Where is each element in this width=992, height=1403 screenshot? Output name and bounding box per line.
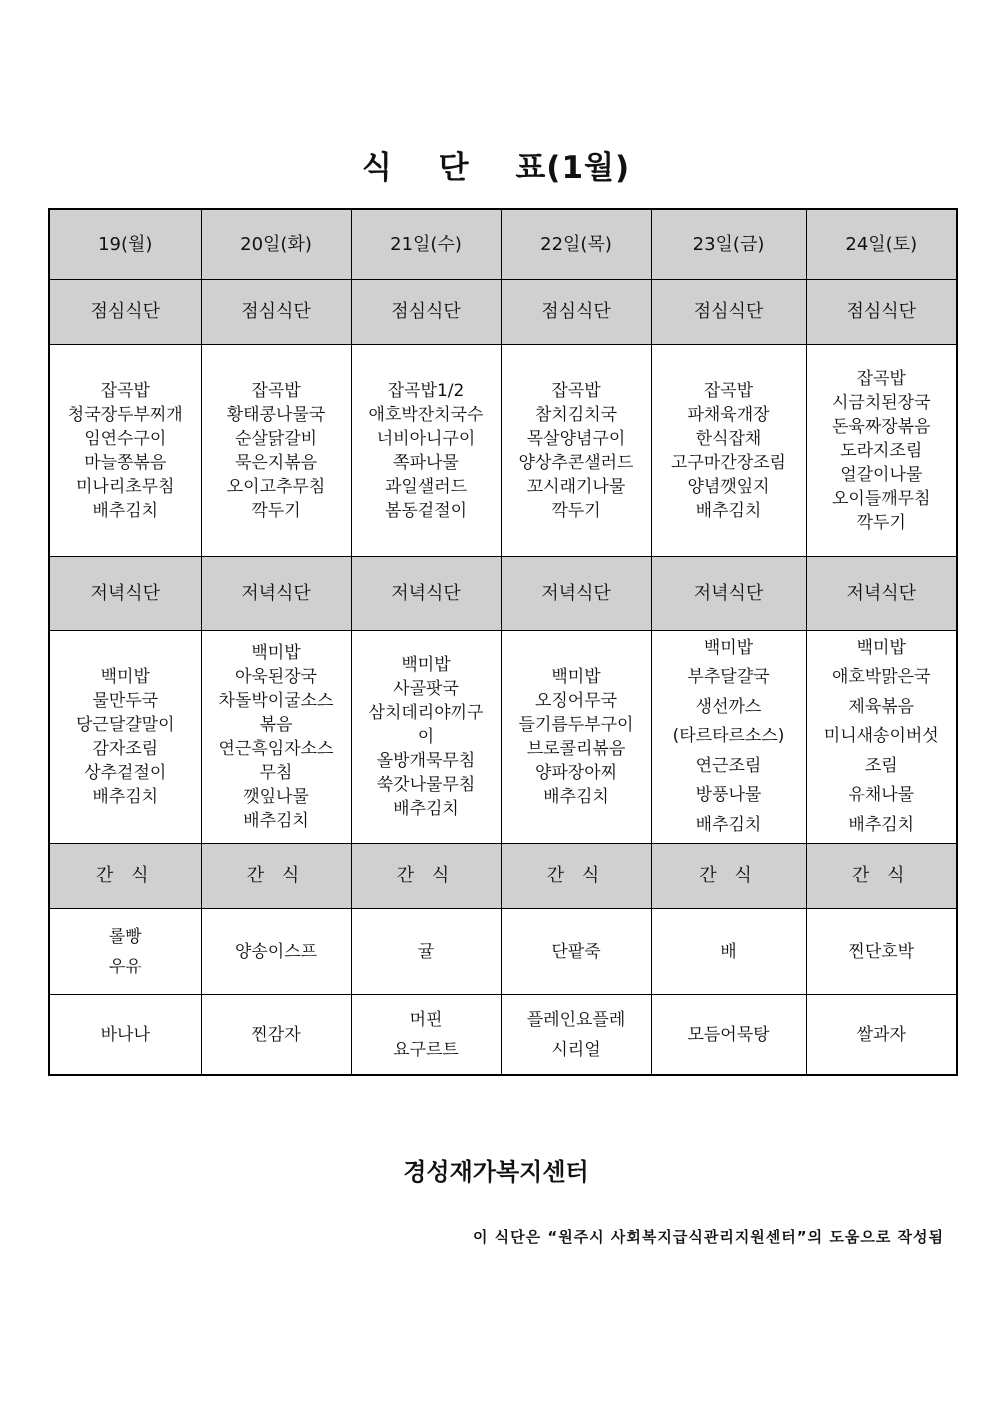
- menu-item: 배추김치: [92, 787, 159, 807]
- menu-item: 참치김치국: [534, 404, 618, 425]
- dinner-menu-cell: [351, 631, 501, 844]
- snack-label: 간 식: [351, 844, 501, 909]
- menu-item: 너비아니구이: [376, 428, 476, 449]
- menu-item: 귤: [417, 941, 435, 962]
- lunch-menu-cell: [201, 345, 351, 557]
- menu-item: 방풍나물: [695, 785, 762, 806]
- snack-cell: [806, 909, 957, 995]
- snack-cell: [201, 909, 351, 995]
- menu-item: 쌀과자: [856, 1024, 906, 1045]
- menu-item: 감자조림: [92, 739, 159, 759]
- lunch-label: 점심식단: [201, 280, 351, 345]
- dinner-label: 저녁식단: [49, 557, 201, 631]
- menu-item: 연근조림: [695, 755, 762, 776]
- menu-item: 시금치된장국: [831, 392, 931, 413]
- menu-item: 목살양념구이: [526, 428, 626, 449]
- menu-item: 이: [417, 727, 435, 747]
- snack-cell: [806, 995, 957, 1076]
- menu-item: 과일샐러드: [384, 476, 468, 497]
- day-header: 24일(토): [806, 209, 957, 280]
- dinner-menu-cell: [49, 631, 201, 844]
- menu-item: 볶음: [259, 715, 293, 735]
- menu-item: 사골팟국: [393, 679, 459, 699]
- snack-label: 간 식: [651, 844, 806, 909]
- menu-item: 롤빵: [108, 926, 142, 947]
- snack-label: 간 식: [201, 844, 351, 909]
- menu-item: 양념깻잎지: [687, 476, 770, 497]
- menu-item: 잡곡밥: [856, 368, 906, 389]
- menu-item: 배추김치: [393, 799, 459, 819]
- day-header: 22일(목): [501, 209, 651, 280]
- dinner-label: 저녁식단: [351, 557, 501, 631]
- lunch-label: 점심식단: [806, 280, 957, 345]
- menu-item: 배추김치: [243, 811, 309, 831]
- weekly-menu-table: [48, 208, 958, 1076]
- menu-item: 애호박잔치국수: [368, 404, 484, 425]
- dinner-label: 저녁식단: [201, 557, 351, 631]
- menu-item: 아욱된장국: [234, 667, 318, 687]
- snack-row-2: [49, 995, 957, 1076]
- menu-item: 올방개묵무침: [376, 751, 476, 771]
- menu-item: 꼬시래기나물: [526, 476, 626, 497]
- menu-item: 애호박맑은국: [831, 667, 931, 688]
- menu-item: 묵은지볶음: [234, 452, 318, 473]
- day-header: 23일(금): [651, 209, 806, 280]
- menu-item: 부추달걀국: [687, 667, 770, 688]
- menu-item: 잡곡밥: [100, 380, 150, 401]
- lunch-menu-cell: [49, 345, 201, 557]
- snack-cell: [351, 995, 501, 1076]
- organization-name: 경성재가복지센터: [403, 1158, 589, 1186]
- menu-item: 당근달걀말이: [75, 715, 175, 735]
- menu-item: 돈육짜장볶음: [831, 416, 931, 437]
- menu-item: 백미밥: [100, 667, 150, 687]
- snack-label-row: [49, 844, 957, 909]
- menu-item: 얼갈이나물: [840, 464, 923, 485]
- dinner-label: 저녁식단: [501, 557, 651, 631]
- menu-item: 깍두기: [856, 512, 906, 533]
- lunch-label: 점심식단: [49, 280, 201, 345]
- menu-item: 잡곡밥: [251, 380, 301, 401]
- menu-item: 백미밥: [401, 655, 451, 675]
- menu-item: 깻잎나물: [243, 787, 309, 807]
- menu-item: (타르타르소스): [672, 726, 785, 747]
- snack-cell: [651, 995, 806, 1076]
- menu-item: 찐단호박: [848, 941, 915, 962]
- menu-item: 제육볶음: [848, 696, 915, 717]
- menu-item: 조림: [864, 755, 898, 776]
- lunch-menu-cell: [501, 345, 651, 557]
- snack-row-1: [49, 909, 957, 995]
- lunch-label: 점심식단: [351, 280, 501, 345]
- menu-item: 잡곡밥: [703, 380, 754, 401]
- menu-item: 오이고추무침: [226, 476, 326, 497]
- menu-item: 삼치데리야끼구: [368, 703, 484, 723]
- menu-item: 양상추콘샐러드: [518, 452, 634, 473]
- dinner-label: 저녁식단: [651, 557, 806, 631]
- menu-item: 배추김치: [543, 787, 609, 807]
- snack-cell: [501, 909, 651, 995]
- snack-label: 간 식: [501, 844, 651, 909]
- menu-item: 오이들깨무침: [831, 488, 931, 509]
- snack-cell: [49, 909, 201, 995]
- menu-item: 도라지조림: [840, 440, 923, 461]
- menu-item: 마늘쫑볶음: [84, 452, 167, 473]
- menu-item: 배추김치: [92, 500, 159, 521]
- menu-item: 배: [720, 941, 737, 962]
- snack-cell: [651, 909, 806, 995]
- menu-item: 미니새송이버섯: [823, 726, 939, 747]
- menu-item: 찐감자: [251, 1024, 301, 1045]
- lunch-label: 점심식단: [651, 280, 806, 345]
- menu-item: 오징어무국: [534, 691, 618, 711]
- menu-item: 잡곡밥1/2: [387, 380, 465, 401]
- snack-label: 간 식: [806, 844, 957, 909]
- menu-item: 양송이스프: [234, 941, 318, 962]
- dinner-menu-cell: [501, 631, 651, 844]
- menu-item: 백미밥: [551, 667, 601, 687]
- menu-item: 봄동겉절이: [384, 500, 468, 521]
- lunch-menu-cell: [651, 345, 806, 557]
- menu-item: 모듬어묵탕: [687, 1024, 770, 1045]
- menu-item: 깍두기: [251, 500, 301, 521]
- snack-cell: [351, 909, 501, 995]
- menu-item: 임연수구이: [84, 428, 167, 449]
- day-header-row: [49, 209, 957, 280]
- snack-label: 간 식: [49, 844, 201, 909]
- menu-item: 깍두기: [551, 500, 601, 521]
- menu-item: 미나리초무침: [75, 476, 175, 497]
- menu-item: 쑥갓나물무침: [376, 775, 476, 795]
- menu-item: 백미밥: [856, 637, 906, 658]
- menu-item: 무침: [259, 763, 293, 783]
- menu-item: 상추겉절이: [84, 763, 167, 783]
- menu-item: 요구르트: [393, 1039, 459, 1060]
- footer-note: 이 식단은 “원주시 사회복지급식관리지원센터”의 도움으로 작성됨: [472, 1228, 944, 1246]
- snack-cell: [201, 995, 351, 1076]
- dinner-menu-cell: [201, 631, 351, 844]
- dinner-menu-cell: [651, 631, 806, 844]
- day-header: 21일(수): [351, 209, 501, 280]
- day-header: 20일(화): [201, 209, 351, 280]
- menu-item: 차돌박이굴소스: [218, 691, 334, 711]
- menu-item: 고구마간장조림: [671, 452, 786, 473]
- snack-cell: [501, 995, 651, 1076]
- dinner-menu-cell: [806, 631, 957, 844]
- menu-item: 브로콜리볶음: [526, 739, 626, 759]
- menu-item: 황태콩나물국: [226, 404, 326, 425]
- menu-item: 백미밥: [251, 643, 301, 663]
- menu-item: 플레인요플레: [526, 1009, 626, 1030]
- menu-item: 시리얼: [551, 1039, 601, 1060]
- menu-item: 물만두국: [92, 691, 159, 711]
- menu-item: 바나나: [100, 1024, 150, 1045]
- dinner-label-row: [49, 557, 957, 631]
- menu-item: 유채나물: [848, 785, 915, 806]
- menu-item: 생선까스: [695, 696, 762, 717]
- menu-item: 청국장두부찌개: [67, 404, 183, 425]
- lunch-menu-cell: [806, 345, 957, 557]
- menu-item: 배추김치: [848, 814, 915, 835]
- menu-item: 머핀: [409, 1009, 443, 1030]
- lunch-label-row: [49, 280, 957, 345]
- lunch-label: 점심식단: [501, 280, 651, 345]
- menu-item: 배추김치: [695, 500, 762, 521]
- menu-item: 한식잡채: [695, 428, 762, 449]
- snack-cell: [49, 995, 201, 1076]
- dinner-menu-row: [49, 631, 957, 844]
- menu-item: 우유: [108, 956, 142, 977]
- menu-item: 잡곡밥: [551, 380, 601, 401]
- menu-item: 백미밥: [703, 637, 754, 658]
- menu-item: 들기름두부구이: [518, 715, 634, 735]
- lunch-menu-cell: [351, 345, 501, 557]
- menu-item: 쪽파나물: [393, 452, 459, 473]
- menu-item: 파채육개장: [687, 404, 770, 425]
- page-title: 식 단 표(1월): [361, 150, 631, 186]
- menu-item: 단팥죽: [551, 941, 601, 962]
- dinner-label: 저녁식단: [806, 557, 957, 631]
- menu-item: 배추김치: [695, 814, 762, 835]
- menu-item: 연근흑임자소스: [218, 739, 334, 759]
- day-header: 19(월): [49, 209, 201, 280]
- menu-item: 양파장아찌: [534, 763, 618, 783]
- menu-item: 순살닭갈비: [234, 428, 318, 449]
- lunch-menu-row: [49, 345, 957, 557]
